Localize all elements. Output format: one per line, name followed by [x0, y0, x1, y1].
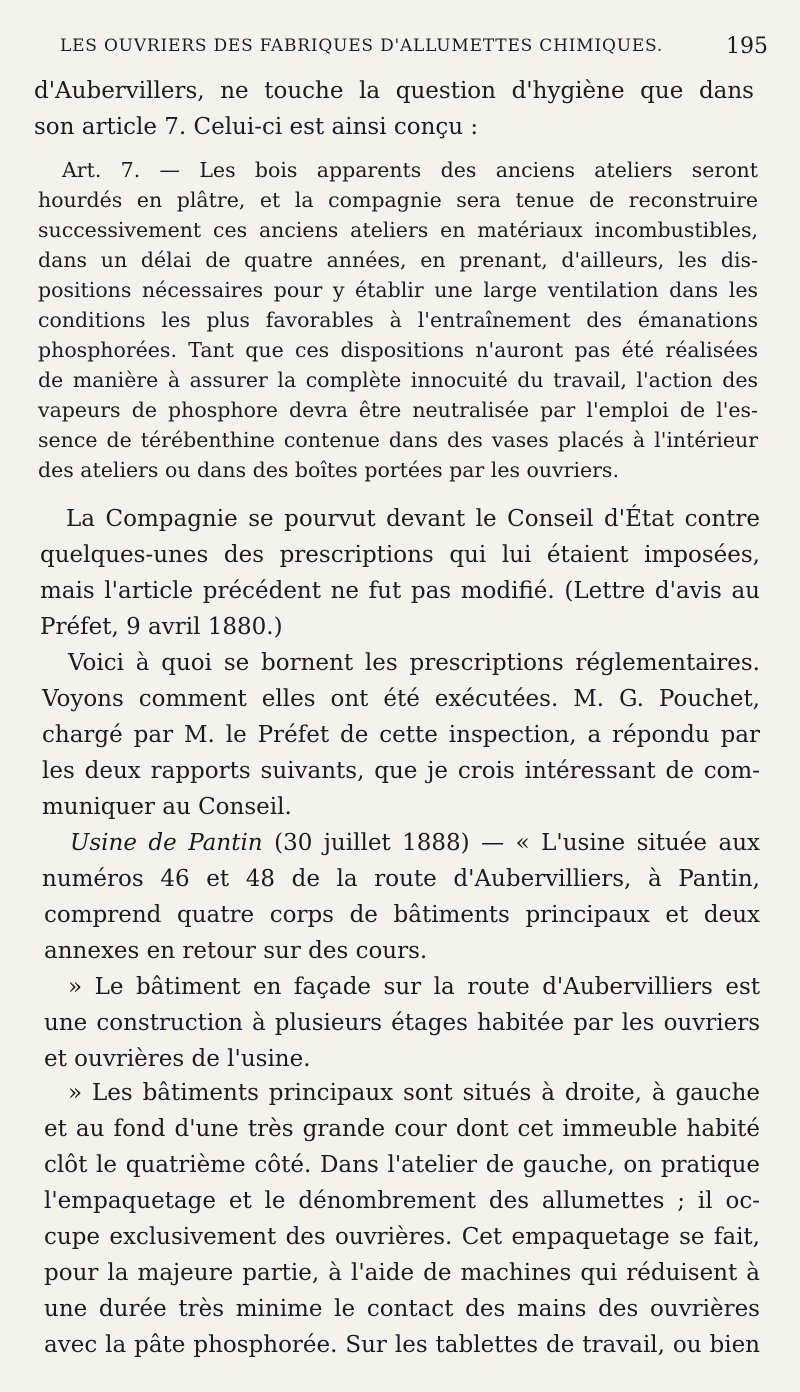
text-line: » Les bâtiments principaux sont situés à droite, à gauche	[68, 1080, 760, 1106]
text-line: dans un délai de quatre années, en prenant, d'ailleurs, les dis-	[38, 248, 758, 272]
text-line: vapeurs de phosphore devra être neutralisée par l'emploi de l'es-	[38, 398, 758, 422]
text-line: son article 7. Celui-ci est ainsi conçu :	[34, 114, 479, 140]
text-line: sence de térébenthine contenue dans des vases placés à l'intérieur	[38, 428, 758, 452]
text-line: Préfet, 9 avril 1880.)	[40, 614, 283, 640]
text-line: d'Aubervillers, ne touche la question d'hygiène que dans	[34, 78, 754, 104]
page-header	[60, 34, 768, 62]
text-line: et ouvrières de l'usine.	[44, 1046, 311, 1072]
text-line: et au fond d'une très grande cour dont cet immeuble habité	[44, 1116, 760, 1142]
text-line: numéros 46 et 48 de la route d'Aubervilliers, à Pantin,	[42, 866, 760, 892]
text-line: une durée très minime le contact des mains des ouvrières	[44, 1296, 760, 1322]
text-line: quelques-unes des prescriptions qui lui étaient imposées,	[40, 542, 760, 568]
text-line: Voici à quoi se bornent les prescriptions réglementaires.	[68, 650, 760, 676]
text-line: conditions les plus favorables à l'entraînement des émanations	[38, 308, 758, 332]
text-line: comprend quatre corps de bâtiments principaux et deux	[44, 902, 760, 928]
text-line: muniquer au Conseil.	[42, 794, 292, 820]
text-line: pour la majeure partie, à l'aide de machines qui réduisent à	[44, 1260, 760, 1286]
text-line: successivement ces anciens ateliers en matériaux incombustibles,	[38, 218, 758, 242]
text-line: les deux rapports suivants, que je crois intéressant de com-	[42, 758, 760, 784]
text-line: annexes en retour sur des cours.	[44, 938, 428, 964]
text-line: chargé par M. le Préfet de cette inspection, a répondu par	[42, 722, 760, 748]
text-line: de manière à assurer la complète innocuité du travail, l'action des	[38, 368, 758, 392]
text-line: des ateliers ou dans des boîtes portées par les ouvriers.	[38, 458, 619, 482]
text-line	[70, 830, 760, 856]
usine-title: Usine de Pantin	[70, 830, 263, 856]
text-line: avec la pâte phosphorée. Sur les tablettes de travail, ou bien	[44, 1332, 760, 1358]
page-number: 195	[726, 34, 768, 59]
text-line: Voyons comment elles ont été exécutées. M. G. Pouchet,	[42, 686, 760, 712]
text-line: hourdés en plâtre, et la compagnie sera tenue de reconstruire	[38, 188, 758, 212]
text-line: » Le bâtiment en façade sur la route d'Aubervilliers est	[68, 974, 760, 1000]
text-line: La Compagnie se pourvut devant le Conseil d'État contre	[66, 506, 760, 532]
usine-date: (30 juillet 1888) — « L'usine située aux	[262, 830, 760, 856]
text-line: Art. 7. — Les bois apparents des anciens ateliers seront	[62, 158, 758, 182]
text-line: cupe exclusivement des ouvrières. Cet empaquetage se fait,	[44, 1224, 760, 1250]
text-line: positions nécessaires pour y établir une large ventilation dans les	[38, 278, 758, 302]
text-line: mais l'article précédent ne fut pas modifié. (Lettre d'avis au	[40, 578, 760, 604]
running-head: LES OUVRIERS DES FABRIQUES D'ALLUMETTES CHIMIQUES.	[60, 36, 664, 56]
text-line: l'empaquetage et le dénombrement des allumettes ; il oc-	[44, 1188, 760, 1214]
text-line: clôt le quatrième côté. Dans l'atelier de gauche, on pratique	[44, 1152, 760, 1178]
text-line: phosphorées. Tant que ces dispositions n'auront pas été réalisées	[38, 338, 758, 362]
text-line: une construction à plusieurs étages habitée par les ouvriers	[44, 1010, 760, 1036]
